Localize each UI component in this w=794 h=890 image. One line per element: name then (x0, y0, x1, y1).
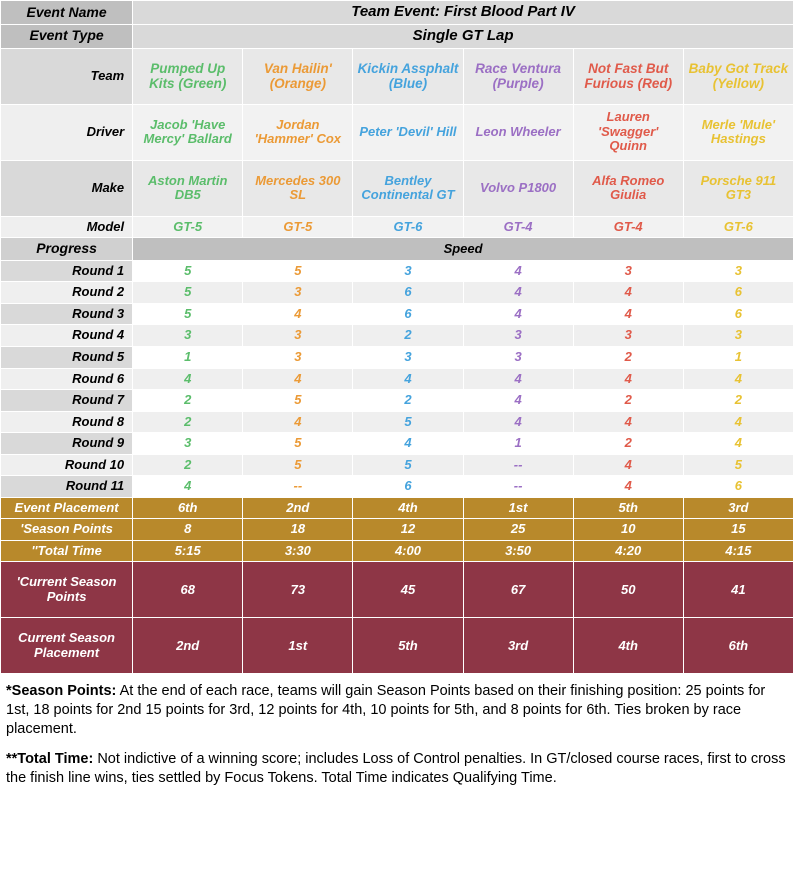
round-10-team-1: -- (243, 476, 353, 498)
current-season-points-2: 45 (353, 562, 463, 618)
team-label: Team (1, 48, 133, 104)
event-placement-5: 3rd (683, 497, 793, 519)
round-7-team-3: 4 (463, 411, 573, 433)
progress-label: Progress (1, 238, 133, 261)
round-10-team-4: 4 (573, 476, 683, 498)
total-time-5: 4:15 (683, 540, 793, 562)
model-label: Model (1, 216, 133, 238)
round-6-team-4: 2 (573, 390, 683, 412)
round-0-team-4: 3 (573, 260, 683, 282)
make-5: Porsche 911 GT3 (683, 160, 793, 216)
event-placement-4: 5th (573, 497, 683, 519)
driver-name-2: Peter 'Devil' Hill (353, 104, 463, 160)
current-season-points-4: 50 (573, 562, 683, 618)
total-time-2: 4:00 (353, 540, 463, 562)
round-0-team-2: 3 (353, 260, 463, 282)
round-9-team-2: 5 (353, 454, 463, 476)
round-6-team-5: 2 (683, 390, 793, 412)
round-2-team-5: 6 (683, 303, 793, 325)
round-4-team-1: 3 (243, 347, 353, 369)
current-season-points-0: 68 (133, 562, 243, 618)
event-name-value: Team Event: First Blood Part IV (133, 1, 794, 25)
footnote-season-points-text: At the end of each race, teams will gain Season Points based on their finishing position: 25 points for 1st, 18 points for 2nd 15 points for 3rd, 12 points for 4th, 10 points for 5th, and 8 points for 6th. Ties broken by race placement. (6, 683, 766, 737)
footnote-total-time-text: Not indictive of a winning score; includes Loss of Control penalties. In GT/closed course races, first to cross the finish line wins, ties settled by Focus Tokens. Total Time indicates Qualifying Time. (6, 751, 786, 786)
total-time-label: ''Total Time (1, 540, 133, 562)
round-4-team-5: 1 (683, 347, 793, 369)
current-season-placement-0: 2nd (133, 618, 243, 674)
round-4-team-0: 1 (133, 347, 243, 369)
round-6-team-3: 4 (463, 390, 573, 412)
current-season-placement-5: 6th (683, 618, 793, 674)
footnote-season-points-label: *Season Points: (6, 683, 117, 700)
round-1-team-1: 3 (243, 282, 353, 304)
round-label-9: Round 10 (1, 454, 133, 476)
round-1-team-0: 5 (133, 282, 243, 304)
current-season-points-row (1, 562, 794, 618)
round-7-team-0: 2 (133, 411, 243, 433)
round-8-team-4: 2 (573, 433, 683, 455)
round-label-7: Round 8 (1, 411, 133, 433)
round-0-team-1: 5 (243, 260, 353, 282)
round-0-team-0: 5 (133, 260, 243, 282)
round-row-0 (1, 260, 794, 282)
model-2: GT-6 (353, 216, 463, 238)
event-type-label: Event Type (1, 24, 133, 48)
round-7-team-2: 5 (353, 411, 463, 433)
season-points-4: 10 (573, 519, 683, 541)
team-name-3: Race Ventura (Purple) (463, 48, 573, 104)
progress-row (1, 238, 794, 261)
round-5-team-3: 4 (463, 368, 573, 390)
season-points-row (1, 519, 794, 541)
round-0-team-5: 3 (683, 260, 793, 282)
model-5: GT-6 (683, 216, 793, 238)
event-name-label: Event Name (1, 1, 133, 25)
round-2-team-2: 6 (353, 303, 463, 325)
round-9-team-3: -- (463, 454, 573, 476)
round-7-team-1: 4 (243, 411, 353, 433)
model-row (1, 216, 794, 238)
current-season-points-5: 41 (683, 562, 793, 618)
round-1-team-2: 6 (353, 282, 463, 304)
round-row-1 (1, 282, 794, 304)
round-4-team-2: 3 (353, 347, 463, 369)
round-10-team-0: 4 (133, 476, 243, 498)
round-label-5: Round 6 (1, 368, 133, 390)
round-6-team-0: 2 (133, 390, 243, 412)
speed-label: Speed (133, 238, 794, 261)
round-label-2: Round 3 (1, 303, 133, 325)
round-label-0: Round 1 (1, 260, 133, 282)
event-placement-0: 6th (133, 497, 243, 519)
round-row-7 (1, 411, 794, 433)
round-row-6 (1, 390, 794, 412)
total-time-0: 5:15 (133, 540, 243, 562)
current-season-placement-3: 3rd (463, 618, 573, 674)
round-3-team-3: 3 (463, 325, 573, 347)
round-2-team-4: 4 (573, 303, 683, 325)
team-name-4: Not Fast But Furious (Red) (573, 48, 683, 104)
team-row (1, 48, 794, 104)
round-1-team-5: 6 (683, 282, 793, 304)
round-label-6: Round 7 (1, 390, 133, 412)
season-points-1: 18 (243, 519, 353, 541)
driver-name-3: Leon Wheeler (463, 104, 573, 160)
footnote-total-time-label: **Total Time: (6, 751, 94, 768)
event-placement-2: 4th (353, 497, 463, 519)
model-1: GT-5 (243, 216, 353, 238)
season-points-3: 25 (463, 519, 573, 541)
round-1-team-3: 4 (463, 282, 573, 304)
round-7-team-4: 4 (573, 411, 683, 433)
make-4: Alfa Romeo Giulia (573, 160, 683, 216)
round-row-3 (1, 325, 794, 347)
event-type-row (1, 24, 794, 48)
current-season-placement-row (1, 618, 794, 674)
team-name-5: Baby Got Track (Yellow) (683, 48, 793, 104)
round-3-team-0: 3 (133, 325, 243, 347)
driver-name-0: Jacob 'Have Mercy' Ballard (133, 104, 243, 160)
round-row-2 (1, 303, 794, 325)
round-5-team-5: 4 (683, 368, 793, 390)
current-season-placement-label: Current Season Placement (1, 618, 133, 674)
driver-name-4: Lauren 'Swagger' Quinn (573, 104, 683, 160)
round-row-9 (1, 454, 794, 476)
round-2-team-0: 5 (133, 303, 243, 325)
make-0: Aston Martin DB5 (133, 160, 243, 216)
current-season-points-label: 'Current Season Points (1, 562, 133, 618)
current-season-points-3: 67 (463, 562, 573, 618)
make-1: Mercedes 300 SL (243, 160, 353, 216)
round-8-team-2: 4 (353, 433, 463, 455)
round-2-team-1: 4 (243, 303, 353, 325)
round-row-5 (1, 368, 794, 390)
round-3-team-2: 2 (353, 325, 463, 347)
total-time-row (1, 540, 794, 562)
round-label-10: Round 11 (1, 476, 133, 498)
round-3-team-1: 3 (243, 325, 353, 347)
round-3-team-4: 3 (573, 325, 683, 347)
round-label-8: Round 9 (1, 433, 133, 455)
event-placement-label: Event Placement (1, 497, 133, 519)
round-0-team-3: 4 (463, 260, 573, 282)
make-3: Volvo P1800 (463, 160, 573, 216)
event-placement-3: 1st (463, 497, 573, 519)
current-season-placement-2: 5th (353, 618, 463, 674)
season-points-label: 'Season Points (1, 519, 133, 541)
round-9-team-0: 2 (133, 454, 243, 476)
round-3-team-5: 3 (683, 325, 793, 347)
round-row-8 (1, 433, 794, 455)
round-row-4 (1, 347, 794, 369)
round-5-team-0: 4 (133, 368, 243, 390)
round-9-team-4: 4 (573, 454, 683, 476)
round-8-team-0: 3 (133, 433, 243, 455)
model-4: GT-4 (573, 216, 683, 238)
current-season-points-1: 73 (243, 562, 353, 618)
round-9-team-1: 5 (243, 454, 353, 476)
round-10-team-3: -- (463, 476, 573, 498)
total-time-1: 3:30 (243, 540, 353, 562)
current-season-placement-4: 4th (573, 618, 683, 674)
team-name-1: Van Hailin' (Orange) (243, 48, 353, 104)
round-1-team-4: 4 (573, 282, 683, 304)
round-row-10 (1, 476, 794, 498)
round-5-team-1: 4 (243, 368, 353, 390)
round-7-team-5: 4 (683, 411, 793, 433)
make-2: Bentley Continental GT (353, 160, 463, 216)
driver-name-1: Jordan 'Hammer' Cox (243, 104, 353, 160)
round-label-4: Round 5 (1, 347, 133, 369)
round-10-team-2: 6 (353, 476, 463, 498)
season-points-5: 15 (683, 519, 793, 541)
round-6-team-1: 5 (243, 390, 353, 412)
event-type-value: Single GT Lap (133, 24, 794, 48)
footnote-season-points (6, 682, 788, 738)
model-0: GT-5 (133, 216, 243, 238)
season-points-0: 8 (133, 519, 243, 541)
round-5-team-2: 4 (353, 368, 463, 390)
round-9-team-5: 5 (683, 454, 793, 476)
round-6-team-2: 2 (353, 390, 463, 412)
driver-name-5: Merle 'Mule' Hastings (683, 104, 793, 160)
event-placement-row (1, 497, 794, 519)
round-10-team-5: 6 (683, 476, 793, 498)
round-4-team-3: 3 (463, 347, 573, 369)
round-8-team-1: 5 (243, 433, 353, 455)
round-8-team-5: 4 (683, 433, 793, 455)
team-name-2: Kickin Assphalt (Blue) (353, 48, 463, 104)
make-label: Make (1, 160, 133, 216)
total-time-3: 3:50 (463, 540, 573, 562)
round-4-team-4: 2 (573, 347, 683, 369)
round-2-team-3: 4 (463, 303, 573, 325)
round-label-1: Round 2 (1, 282, 133, 304)
current-season-placement-1: 1st (243, 618, 353, 674)
round-8-team-3: 1 (463, 433, 573, 455)
driver-row (1, 104, 794, 160)
event-placement-1: 2nd (243, 497, 353, 519)
driver-label: Driver (1, 104, 133, 160)
season-points-2: 12 (353, 519, 463, 541)
total-time-4: 4:20 (573, 540, 683, 562)
footnote-total-time (6, 750, 788, 787)
footnotes (0, 674, 794, 803)
team-name-0: Pumped Up Kits (Green) (133, 48, 243, 104)
round-label-3: Round 4 (1, 325, 133, 347)
round-5-team-4: 4 (573, 368, 683, 390)
make-row (1, 160, 794, 216)
event-name-row (1, 1, 794, 25)
model-3: GT-4 (463, 216, 573, 238)
